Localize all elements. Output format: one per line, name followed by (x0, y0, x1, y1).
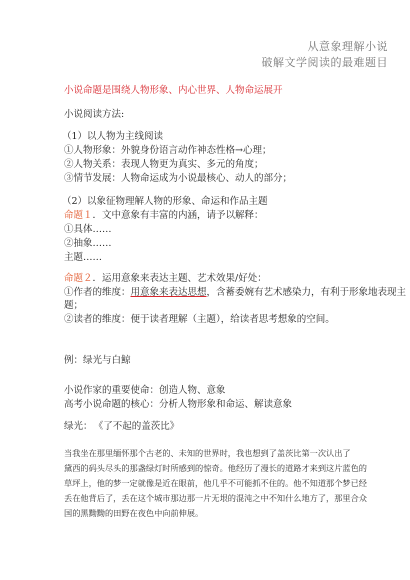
method-item: ③情节发展：人物命运成为小说最核心、动人的部分； (64, 173, 293, 184)
method-one: （1）以人物为主线阅读 (62, 131, 164, 142)
answer-line: ②抽象…… (64, 238, 112, 249)
question-label: 命题１ (64, 210, 93, 221)
passage-line: 当我坐在那里缅怀那个古老的、未知的世界时，我也想到了盖茨比第一次认出了 (64, 448, 351, 458)
method-two: （2）以象征物理解人物的形象、命运和作品主题 (62, 196, 268, 207)
question-text: ．文中意象有丰富的内涵，请予以解释： (92, 210, 264, 221)
passage-line: 国的黑黝黝的田野在夜色中向前伸展。 (64, 508, 204, 518)
underlined-phrase: 用意象来表达思想 (130, 287, 207, 298)
method-item: ②人物关系：表现人物更为真实、多元的角度； (64, 159, 264, 170)
answer-line: 主题…… (64, 252, 103, 263)
book-title: 《了不起的盖茨比》 (98, 421, 180, 432)
example-title: 例：绿光与白鲸 (64, 355, 131, 366)
header-subtitle: 破解文学阅读的最难题目 (261, 56, 388, 69)
passage-line: 黛西的码头尽头的那盏绿灯时所感到的惊奇。他经历了漫长的道路才来到这片蓝色的 (64, 463, 367, 473)
dimension-text: ，含蓄委婉有艺术感染力，有利于形象地表现主 (206, 287, 407, 298)
author-dimension-cont: 题； (64, 300, 84, 311)
section-heading: 小说阅读方法: (64, 109, 125, 120)
green-light-label: 绿光： (64, 421, 93, 432)
question-label: 命题２ (64, 273, 93, 284)
headline: 小说命题是围绕人物形象、内心世界、人物命运展开 (64, 85, 283, 96)
method-item: ①人物形象：外貌身份语言动作神态性格→心理； (64, 145, 272, 156)
question-text: ．运用意象来表达主题、艺术效果/好处： (92, 273, 267, 284)
dimension-label: ①作者的维度： (64, 287, 131, 298)
green-light-line (64, 420, 179, 433)
question-one (64, 209, 264, 222)
author-dimension (64, 286, 406, 299)
answer-line: ①具体…… (64, 224, 112, 235)
reader-dimension: ②读者的维度：便于读者理解（主题），给读者思考想象的空间。 (64, 314, 335, 325)
exam-core: 高考小说命题的核心：分析人物形象和命运、解读意象 (64, 399, 293, 410)
header-title: 从意象理解小说 (307, 40, 388, 53)
passage-line: 草坪上，他的梦一定就像是近在眼前，他几乎不可能抓不住的。他不知道那个梦已经 (64, 478, 367, 488)
passage-line: 丢在他背后了，丢在这个城市那边那一片无垠的混沌之中不知什么地方了，那里合众 (64, 493, 367, 503)
question-two (64, 272, 267, 285)
writer-mission: 小说作家的重要使命：创造人物、意象 (64, 385, 226, 396)
